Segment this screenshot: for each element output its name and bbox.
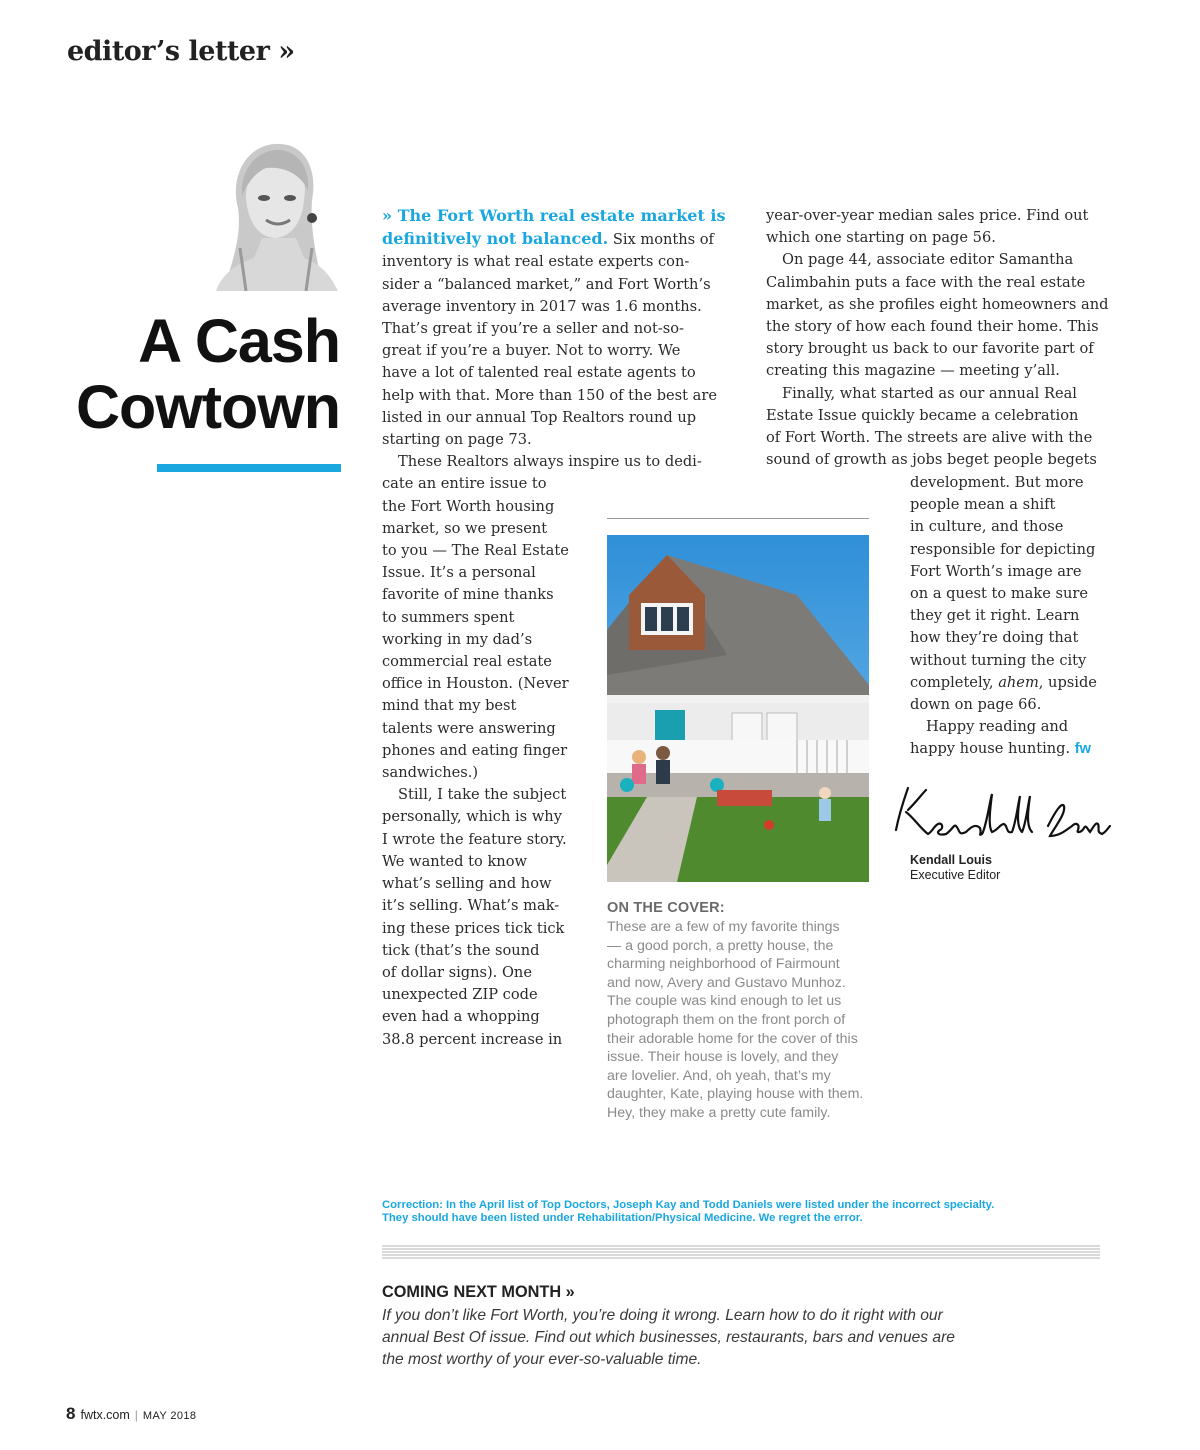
- body-line: cate an entire issue to: [382, 475, 547, 493]
- caption-line: photograph them on the front porch of: [607, 1011, 846, 1028]
- body-line: sound of growth as jobs beget people begets: [766, 451, 1097, 469]
- body-line: listed in our annual Top Realtors round up: [382, 408, 697, 426]
- body-line: without turning the city: [910, 651, 1087, 669]
- headline-rule: [157, 464, 341, 472]
- body-line: on a quest to make sure: [910, 585, 1088, 603]
- footer-separator: |: [134, 1408, 138, 1422]
- caption-line: their adorable home for the cover of this: [607, 1030, 858, 1047]
- body-line: Calimbahin puts a face with the real estate: [766, 273, 1086, 291]
- body-line: On page 44, associate editor Samantha: [782, 251, 1074, 269]
- body-line: help with that. More than 150 of the best are: [382, 386, 717, 404]
- body-line: I wrote the feature story.: [382, 830, 567, 848]
- body-line: sider a “balanced market,” and Fort Worth’s: [382, 275, 711, 293]
- section-header: editor’s letter »: [67, 36, 295, 67]
- body-line: Still, I take the subject: [398, 786, 567, 804]
- coming-next-line: the most worthy of your ever-so-valuable time.: [382, 1351, 702, 1369]
- body-column-2: [766, 205, 1109, 471]
- headline-line-1: A Cash: [138, 307, 340, 375]
- body-line: down on page 66.: [910, 696, 1042, 714]
- coming-next-heading: COMING NEXT MONTH »: [382, 1283, 575, 1301]
- headline-line-2: Cowtown: [75, 373, 340, 441]
- footer-site: fwtx.com: [80, 1408, 130, 1422]
- body-line: sandwiches.): [382, 764, 479, 782]
- body-line: to you — The Real Estate: [382, 542, 569, 560]
- signature-image: [886, 780, 1116, 860]
- body-line: even had a whopping: [382, 1008, 540, 1026]
- body-line: people mean a shift: [910, 496, 1056, 514]
- body-line: working in my dad’s: [382, 630, 533, 648]
- coming-next-line: If you don’t like Fort Worth, you’re doing it wrong. Learn how to do it right with our: [382, 1307, 943, 1324]
- body-line: starting on page 73.: [382, 431, 532, 449]
- body-line: it’s selling. What’s mak-: [382, 897, 560, 915]
- caption-line: — a good porch, a pretty house, the: [607, 937, 834, 954]
- caption-line: The couple was kind enough to let us: [607, 993, 842, 1010]
- lead-in: » The Fort Worth real estate market is: [382, 206, 726, 225]
- photo-rule: [607, 518, 869, 519]
- body-line: favorite of mine thanks: [382, 586, 554, 604]
- body-line: how they’re doing that: [910, 629, 1079, 647]
- body-line: they get it right. Learn: [910, 607, 1080, 625]
- signature-title: Executive Editor: [910, 868, 1001, 882]
- cover-house-photo: [607, 535, 869, 882]
- caption-line: daughter, Kate, playing house with them.: [607, 1086, 864, 1103]
- caption-line: are lovelier. And, oh yeah, that’s my: [607, 1067, 831, 1084]
- fw-signoff-mark: fw: [1074, 741, 1091, 758]
- body-line: creating this magazine — meeting y’all.: [766, 362, 1060, 380]
- coming-next-line: annual Best Of issue. Find out which businesses, restaurants, bars and venues are: [382, 1329, 955, 1347]
- body-line: personally, which is why: [382, 808, 562, 826]
- body-line: great if you’re a buyer. Not to worry. We: [382, 342, 681, 360]
- footer-issue-date: MAY 2018: [142, 1410, 197, 1422]
- body-line: happy house hunting.: [910, 740, 1071, 758]
- correction-line: They should have been listed under Rehabilitation/Physical Medicine. We regret the error.: [382, 1212, 863, 1225]
- italic-word: ahem: [998, 673, 1039, 691]
- body-line: what’s selling and how: [382, 875, 552, 893]
- cover-caption: [607, 918, 877, 1123]
- body-line: Finally, what started as our annual Real: [782, 384, 1077, 402]
- body-line: unexpected ZIP code: [382, 986, 538, 1004]
- caption-line: These are a few of my favorite things: [607, 919, 840, 935]
- lead-in-end: definitively not balanced.: [382, 229, 609, 249]
- section-divider: [382, 1245, 1100, 1261]
- coming-next-body: [382, 1305, 1102, 1372]
- page-number: 8: [66, 1404, 76, 1423]
- caption-line: and now, Avery and Gustavo Munhoz.: [607, 974, 846, 991]
- body-column-3: [910, 472, 1110, 761]
- body-line: 38.8 percent increase in: [382, 1030, 563, 1048]
- body-line: mind that my best: [382, 697, 517, 715]
- body-line: the story of how each found their home. This: [766, 318, 1099, 336]
- headline: [40, 308, 340, 440]
- body-line: Six months of: [608, 231, 714, 249]
- body-line: market, so we present: [382, 519, 548, 537]
- body-line: the Fort Worth housing: [382, 497, 555, 515]
- page-footer: [66, 1404, 196, 1424]
- body-line: completely,: [910, 673, 994, 691]
- body-line: market, as she profiles eight homeowners and: [766, 295, 1109, 313]
- body-line: That’s great if you’re a seller and not-so-: [382, 320, 684, 338]
- editor-portrait-photo: [200, 138, 342, 291]
- body-line: of dollar signs). One: [382, 963, 532, 981]
- body-line: which one starting on page 56.: [766, 229, 996, 247]
- body-line: inventory is what real estate experts con-: [382, 253, 690, 271]
- body-line: These Realtors always inspire us to dedi-: [398, 453, 702, 471]
- body-line: tick (that’s the sound: [382, 941, 540, 959]
- body-line: office in Houston. (Never: [382, 675, 569, 693]
- correction-note: [382, 1199, 1102, 1225]
- correction-line: Correction: In the April list of Top Doctors, Joseph Kay and Todd Daniels were listed under the incorrect specialty.: [382, 1199, 995, 1211]
- body-line: Happy reading and: [926, 718, 1069, 736]
- body-line: to summers spent: [382, 608, 515, 626]
- caption-line: issue. Their house is lovely, and they: [607, 1049, 839, 1066]
- body-line: responsible for depicting: [910, 540, 1096, 558]
- body-line: average inventory in 2017 was 1.6 months.: [382, 297, 702, 315]
- body-line: commercial real estate: [382, 653, 552, 671]
- body-line: Issue. It’s a personal: [382, 564, 536, 582]
- body-line: in culture, and those: [910, 518, 1064, 536]
- body-line: year-over-year median sales price. Find out: [766, 207, 1089, 224]
- body-line: Estate Issue quickly became a celebration: [766, 406, 1079, 424]
- body-line: talents were answering: [382, 719, 556, 737]
- body-line: story brought us back to our favorite part of: [766, 340, 1094, 358]
- body-line: Fort Worth’s image are: [910, 562, 1082, 580]
- body-line: of Fort Worth. The streets are alive with the: [766, 429, 1093, 447]
- body-line: development. But more: [910, 474, 1084, 491]
- caption-line: Hey, they make a pretty cute family.: [607, 1104, 831, 1121]
- body-line: , upside: [1038, 673, 1097, 691]
- body-line: ing these prices tick tick: [382, 919, 565, 937]
- signature-name: Kendall Louis: [910, 853, 992, 867]
- caption-line: charming neighborhood of Fairmount: [607, 956, 840, 973]
- body-line: have a lot of talented real estate agents to: [382, 364, 696, 382]
- cover-caption-title: ON THE COVER:: [607, 900, 725, 916]
- body-line: We wanted to know: [382, 852, 527, 870]
- body-line: phones and eating finger: [382, 741, 568, 759]
